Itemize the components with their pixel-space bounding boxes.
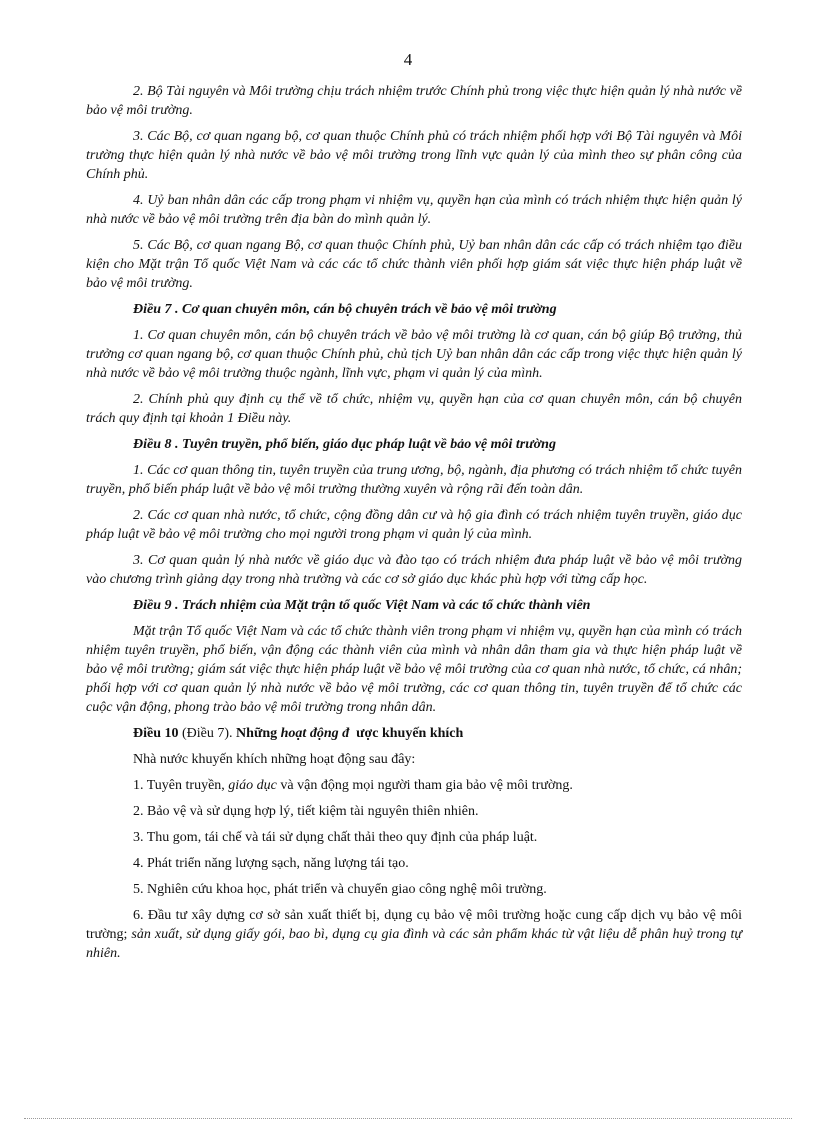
art10-title-c: ược khuyến khích bbox=[356, 726, 464, 741]
art8-label: Điều 8 bbox=[133, 437, 172, 452]
art6-clause-3: 3. Các Bộ, cơ quan ngang bộ, cơ quan thuộc Chính phủ có trách nhiệm phối hợp với Bộ Tài nguyên và Môi trường thực hiện quản lý nhà nước về bảo vệ môi trường trong lĩnh vực quản lý của mình theo sự phân công của Chính phủ. bbox=[86, 129, 742, 182]
art10-ref: (Điều 7). bbox=[182, 726, 233, 741]
art10-intro: Nhà nước khuyến khích những hoạt động sau đây: bbox=[133, 752, 416, 767]
page-bottom-divider bbox=[24, 1118, 792, 1119]
art7-title: Cơ quan chuyên môn, cán bộ chuyên trách về bảo vệ môi trường bbox=[182, 302, 557, 317]
art10-title-a: Những bbox=[236, 726, 278, 741]
art10-item-3: 3. Thu gom, tái chế và tái sử dụng chất thải theo quy định của pháp luật. bbox=[133, 830, 538, 845]
art8-clause-1: 1. Các cơ quan thông tin, tuyên truyền của trung ương, bộ, ngành, địa phương có trách nhiệm tổ chức tuyên truyền, phổ biến pháp luật về bảo vệ môi trường thường xuyên và rộng rãi đến toàn dân. bbox=[86, 463, 742, 497]
art10-item-6 bbox=[86, 906, 742, 963]
art10-item-1b: giáo dục bbox=[228, 778, 277, 793]
art9-label: Điều 9 bbox=[133, 598, 172, 613]
art10-heading bbox=[86, 724, 742, 743]
document-body bbox=[86, 82, 742, 970]
page-number: 4 bbox=[403, 50, 413, 69]
art10-item-2: 2. Bảo vệ và sử dụng hợp lý, tiết kiệm tài nguyên thiên nhiên. bbox=[133, 804, 479, 819]
art8-heading: Điều 8 . Tuyên truyền, phổ biến, giáo dục pháp luật về bảo vệ môi trường bbox=[133, 437, 556, 452]
art10-title-b: hoạt động đ bbox=[280, 726, 350, 741]
art8-clause-2: 2. Các cơ quan nhà nước, tổ chức, cộng đồng dân cư và hộ gia đình có trách nhiệm tuyên truyền, giáo dục pháp luật về bảo vệ môi trường cho mọi người trong phạm vi quản lý của mình. bbox=[86, 508, 742, 542]
art7-label: Điều 7 bbox=[133, 302, 172, 317]
art10-item-6b: sản xuất, sử dụng giấy gói, bao bì, dụng cụ gia đình và các sản phẩm khác từ vật liệu dễ phân huỷ trong tự nhiên. bbox=[86, 927, 742, 961]
art10-item-1 bbox=[86, 776, 742, 795]
art7-clause-1: 1. Cơ quan chuyên môn, cán bộ chuyên trách về bảo vệ môi trường là cơ quan, cán bộ giúp Bộ trưởng, thủ trưởng cơ quan ngang bộ, cơ quan thuộc Chính phủ, chủ tịch Uỷ ban nhân dân các cấp trong việc thực hiện quản lý nhà nước về bảo vệ môi trường thuộc ngành, lĩnh vực, phạm vi quản lý của mình. bbox=[86, 328, 742, 381]
art10-item-6a: 6. Đầu tư xây dựng cơ sở sản xuất thiết bị, dụng cụ bảo vệ môi trường hoặc cung cấp dịch vụ bảo vệ môi trường; bbox=[86, 908, 742, 942]
art9-body: Mặt trận Tổ quốc Việt Nam và các tổ chức thành viên trong phạm vi nhiệm vụ, quyền hạn của mình có trách nhiệm tuyên truyền, phổ biến, vận động các thành viên của mình và nhân dân tham gia và thực hiện pháp luật về bảo vệ môi trường; giám sát việc thực hiện pháp luật về bảo vệ môi trường của cơ quan nhà nước, tổ chức, cá nhân; phối hợp với cơ quan quản lý nhà nước về bảo vệ môi trường, các cơ quan thông tin, tuyên truyền để tổ chức các cuộc vận động, phong trào bảo vệ môi trường trong nhân dân. bbox=[86, 624, 742, 715]
art8-clause-3: 3. Cơ quan quản lý nhà nước về giáo dục và đào tạo có trách nhiệm đưa pháp luật về bảo vệ môi trường vào chương trình giảng dạy trong nhà trường và các cơ sở giáo dục khác phù hợp với từng cấp học. bbox=[86, 553, 742, 587]
art9-heading: Điều 9 . Trách nhiệm của Mặt trận tổ quốc Việt Nam và các tổ chức thành viên bbox=[133, 598, 591, 613]
art6-clause-4: 4. Uỷ ban nhân dân các cấp trong phạm vi nhiệm vụ, quyền hạn của mình có trách nhiệm thực hiện quản lý nhà nước về bảo vệ môi trường trên địa bàn do mình quản lý. bbox=[86, 193, 742, 227]
art6-clause-5: 5. Các Bộ, cơ quan ngang Bộ, cơ quan thuộc Chính phủ, Uỷ ban nhân dân các cấp có trách nhiệm tạo điều kiện cho Mặt trận Tổ quốc Việt Nam và các các tổ chức thành viên phối hợp giám sát việc thực hiện pháp luật về bảo vệ môi trường. bbox=[86, 238, 742, 291]
art10-item-4: 4. Phát triển năng lượng sạch, năng lượng tái tạo. bbox=[133, 856, 409, 871]
art7-clause-2: 2. Chính phủ quy định cụ thể về tổ chức, nhiệm vụ, quyền hạn của cơ quan chuyên môn, cán bộ chuyên trách quy định tại khoản 1 Điều này. bbox=[86, 392, 742, 426]
art10-item-1a: 1. Tuyên truyền, bbox=[133, 778, 225, 793]
art10-item-5: 5. Nghiên cứu khoa học, phát triển và chuyển giao công nghệ môi trường. bbox=[133, 882, 547, 897]
art10-label: Điều 10 bbox=[133, 726, 179, 741]
art7-heading: Điều 7 . Cơ quan chuyên môn, cán bộ chuyên trách về bảo vệ môi trường bbox=[133, 302, 557, 317]
art8-title: Tuyên truyền, phổ biến, giáo dục pháp luật về bảo vệ môi trường bbox=[182, 437, 556, 452]
art9-title: Trách nhiệm của Mặt trận tổ quốc Việt Nam và các tổ chức thành viên bbox=[182, 598, 591, 613]
art6-clause-2: 2. Bộ Tài nguyên và Môi trường chịu trách nhiệm trước Chính phủ trong việc thực hiện quản lý nhà nước về bảo vệ môi trường. bbox=[86, 84, 742, 118]
art10-item-1c: và vận động mọi người tham gia bảo vệ môi trường. bbox=[280, 778, 573, 793]
